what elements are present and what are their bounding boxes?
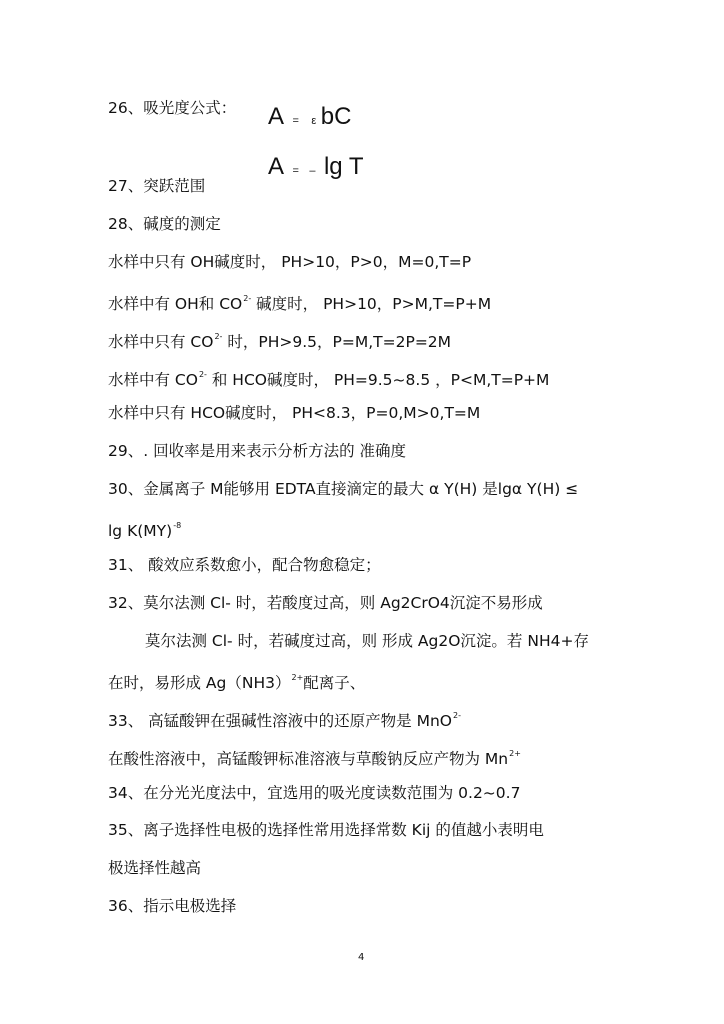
formula-equals: = [292,115,299,127]
alkalinity-case-oh: 水样中只有 OH碱度时， PH>10，P>0，M=0,T=P [108,253,472,271]
superscript: 2- [452,711,461,720]
alkalinity-case-co3-hco3 [108,365,549,390]
item-35-continued: 极选择性越高 [108,859,202,877]
text: 在酸性溶液中，高锰酸钾标准溶液与草酸钠反应产物为 Mn [108,750,509,768]
superscript: -8 [173,521,182,530]
text: 碱度时， PH>10，P>M,T=P+M [256,295,492,313]
text: lg K(MY) [108,522,173,540]
item-36: 36、指示电极选择 [108,897,237,915]
item-26: 26、吸光度公式： [108,99,237,117]
text: 水样中只有 CO [108,333,214,351]
formula-a: A [268,153,285,180]
item-34: 34、在分光光度法中，宜选用的吸光度读数范围为 0.2~0.7 [108,784,521,802]
formula-a: A [268,103,285,130]
page-number: 4 [358,952,365,963]
item-33-part-2 [108,744,521,769]
superscript: 2+ [509,749,521,758]
item-28: 28、碱度的测定 [108,215,221,233]
superscript: 2- [198,370,207,379]
formula-epsilon: ε [311,115,317,127]
item-29: 29、. 回收率是用来表示分析方法的 准确度 [108,442,407,460]
text: 水样中有 CO [108,371,198,389]
item-33 [108,706,461,731]
text: 配离子、 [303,674,366,692]
superscript: 2+ [291,673,304,682]
text: 33、 高锰酸钾在强碱性溶液中的还原产物是 MnO [108,712,452,730]
formula-lg-t: lg T [323,153,364,180]
item-32: 32、莫尔法测 Cl- 时，若酸度过高，则 Ag2CrO4沉淀不易形成 [108,594,543,612]
alkalinity-case-hco3: 水样中只有 HCO碱度时， PH<8.3，P=0,M>0,T=M [108,404,481,422]
item-30: 30、金属离子 M能够用 EDTA直接滴定的最大 α Y(H) 是lgα Y(H) ≤ [108,480,579,498]
absorbance-formula-1 [268,103,351,131]
item-32-part-3 [108,668,365,693]
item-31: 31、 酸效应系数愈小，配合物愈稳定； [108,556,381,574]
alkalinity-case-co3 [108,327,451,352]
alkalinity-case-oh-co3 [108,289,491,314]
text: 时，PH>9.5，P=M,T=2P=2M [227,333,452,351]
item-32-part-2: 莫尔法测 Cl- 时，若碱度过高，则 形成 Ag2O沉淀。若 NH4+存 [145,632,589,650]
item-35: 35、离子选择性电极的选择性常用选择常数 Kij 的值越小表明电 [108,821,544,839]
text: 在时，易形成 Ag（NH3） [108,674,291,692]
text: 和 HCO碱度时， PH=9.5~8.5 ，P<M,T=P+M [211,371,550,389]
formula-equals: = [292,165,299,177]
superscript: 2- [243,294,252,303]
item-30-continued [108,516,181,541]
formula-minus: – [309,165,316,177]
formula-bc: bC [320,103,352,130]
superscript: 2- [214,332,223,341]
absorbance-formula-2 [268,153,364,181]
text: 水样中有 OH和 CO [108,295,243,313]
item-27: 27、突跃范围 [108,177,206,195]
